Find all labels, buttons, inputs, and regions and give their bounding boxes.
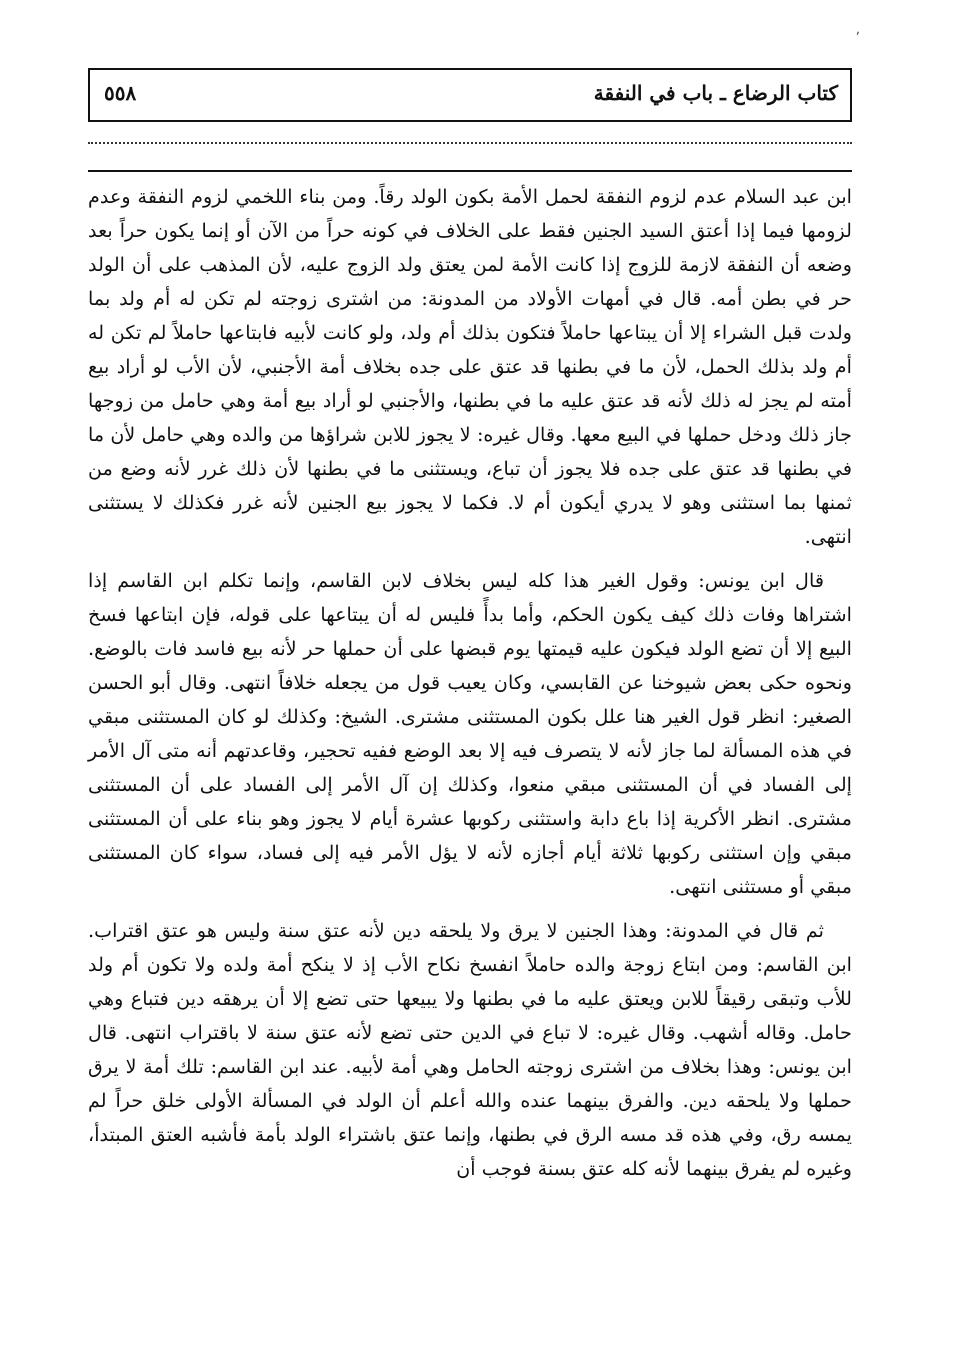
running-header xyxy=(88,68,852,122)
paragraph-3: ثم قال في المدونة: وهذا الجنين لا يرق ولا يلحقه دين لأنه عتق سنة وليس هو عتق اقتراب. ابن القاسم: ومن ابتاع زوجة والده حاملاً انفسخ نكاح الأب إذ لا ينكح أمة ولده ولا تكون أم ولد للأب وتبقى رقيقاً للابن ويعتق عليه ما في بطنها ولا يبيعها حتى تضع إلا أن يرهقه دين فتباع وهي حامل. وقاله أشهب. وقال غيره: لا تباع في الدين حتى تضع لأنه عتق سنة لا باقتراب انتهى. قال ابن يونس: وهذا بخلاف من اشترى زوجته الحامل وهي أمة لأبيه. عند ابن القاسم: تلك أمة لا يرق حملها ولا يلحقه دين. والفرق بينهما عنده والله أعلم أن الولد في المسألة الأولى خلق حراً لم يمسه رق، وفي هذه قد مسه الرق في بطنها، وإنما عتق باشتراء الولد بأمة فأشبه العتق المبتدأ، وغيره لم يفرق بينهما لأنه كله عتق بسنة فوجب أن xyxy=(88,919,852,1180)
margin-mark: ٬ xyxy=(855,30,860,46)
horizontal-rule xyxy=(88,170,852,172)
dotted-separator xyxy=(88,132,852,144)
page-number: ٥٥٨ xyxy=(104,81,137,105)
header-title: كتاب الرضاع ـ باب في النفقة xyxy=(593,81,838,105)
paragraph-2: قال ابن يونس: وقول الغير هذا كله ليس بخلاف لابن القاسم، وإنما تكلم ابن القاسم إذا اشتراها وفات ذلك كيف يكون الحكم، وأما بدأً فليس له أن يبتاعها على قوله، فإن ابتاعها فسخ البيع إلا أن تضع الولد فيكون عليه قيمتها يوم قبضها على أن حملها حر لأنه بيع فاسد فات بالوضع. ونحوه حكى بعض شيوخنا عن القابسي، وكان يعيب قول من يجعله خلافاً انتهى. وقال أبو الحسن الصغير: انظر قول الغير هنا علل بكون المستثنى مشترى. الشيخ: وكذلك لو كان المستثنى مبقي في هذه المسألة لما جاز لأنه لا يتصرف فيه إلا بعد الوضع ففيه تحجير، وقاعدتهم أنه متى آل الأمر إلى الفساد في أن المستثنى مبقي منعوا، وكذلك إن آل الأمر إلى الفساد على أن المستثنى مشترى. انظر الأكرية إذا باع دابة واستثنى ركوبها عشرة أيام لا يجوز وهو بناء على أن المستثنى مبقي وإن استثنى ركوبها ثلاثة أيام أجازه لأنه لا يؤل الأمر فيه إلى فساد، سواء كان المستثنى مبقي أو مستثنى انتهى. xyxy=(88,569,852,898)
body-text xyxy=(88,180,852,1196)
paragraph-1: ابن عبد السلام عدم لزوم النفقة لحمل الأمة بكون الولد رقاً. ومن بناء اللخمي لزوم النفقة وعدم لزومها فيما إذا أعتق السيد الجنين فقط على الخلاف في كونه حراً من الآن أو إنما يكون حراً بعد وضعه أن النفقة لازمة للزوج إذا كانت الأمة لمن يعتق ولد الزوج عليه، لأن المذهب على أن الولد حر في بطن أمه. قال في أمهات الأولاد من المدونة: من اشترى زوجته لم تكن له أم ولد بما ولدت قبل الشراء إلا أن يبتاعها حاملاً فتكون بذلك أم ولد، ولو كانت لأبيه فابتاعها حاملاً لم تكن له أم ولد بذلك الحمل، لأن ما في بطنها قد عتق على جده بخلاف أمة الأجنبي، لأن الأب لو أراد بيع أمته لم يجز له ذلك لأنه قد عتق عليه ما في بطنها، والأجنبي لو أراد بيع أمة وهي حامل من زوجها جاز ذلك ودخل حملها في البيع معها. وقال غيره: لا يجوز للابن شراؤها من والده وهي حامل لأن ما في بطنها قد عتق على جده فلا يجوز أن تباع، ويستثنى ما في بطنها لأن ذلك غرر لأنه وضع من ثمنها بما استثنى وهو لا يدري أيكون أم لا. فكما لا يجوز بيع الجنين لأنه غرر فكذلك لا يستثنى انتهى. xyxy=(88,185,852,548)
